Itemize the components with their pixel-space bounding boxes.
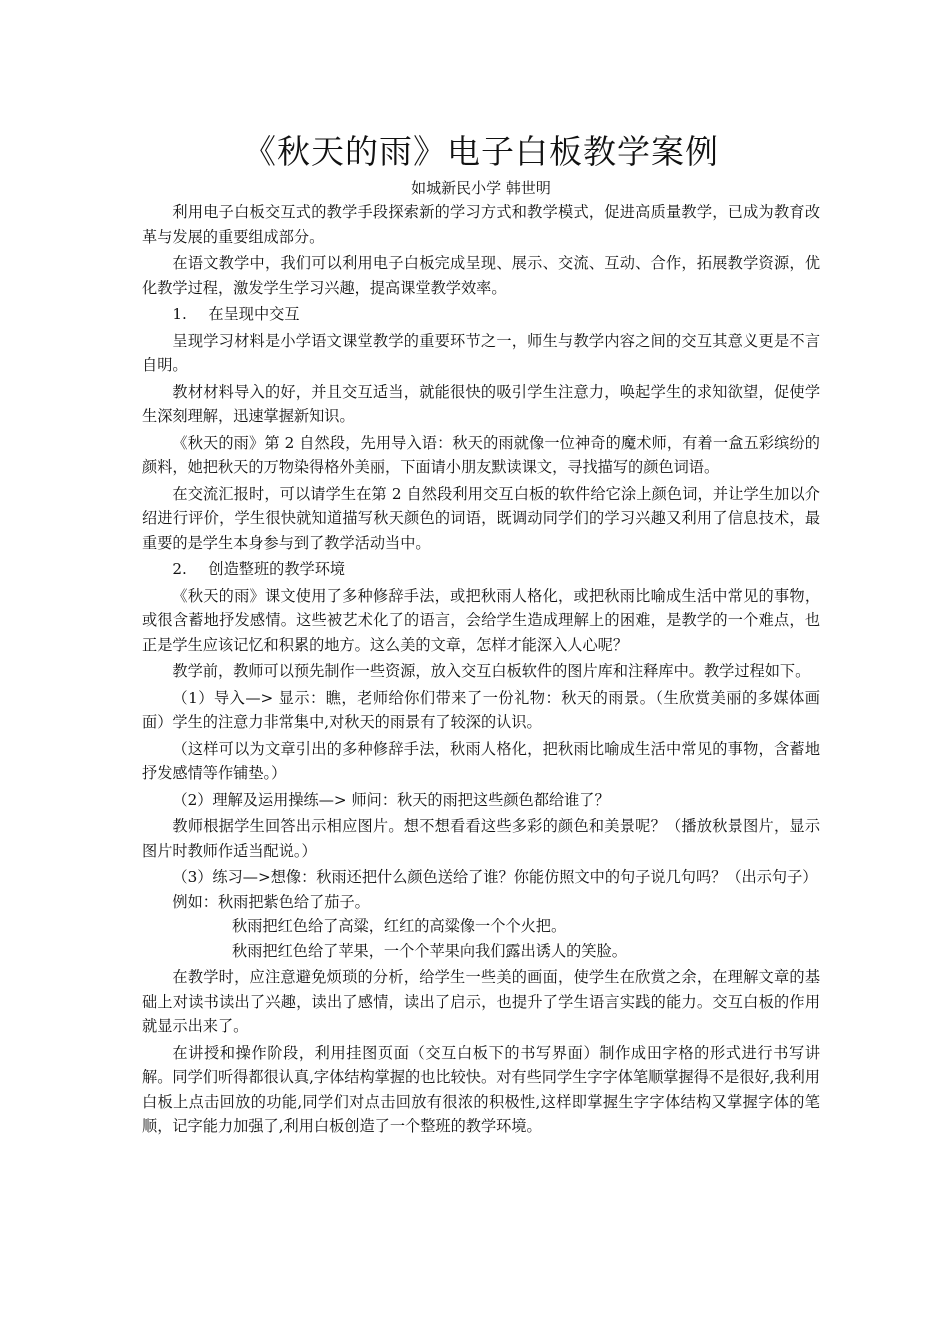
section-2-title: 创造整班的教学环境 (208, 560, 346, 578)
example-line: 秋雨把红色给了高粱，红红的高粱像一个个火把。 (232, 917, 567, 935)
section-2-paragraph: 《秋天的雨》课文使用了多种修辞手法，或把秋雨人格化，或把秋雨比喻成生活中常见的事物，或很含蓄地抒发感情。这些被艺术化了的语言，会给学生造成理解上的困难，是教学的一个难点，也正是学生应该记忆和积累的地方。这么美的文章，怎样才能深入人心呢？ (142, 586, 820, 654)
section-2-number: 2. (172, 560, 187, 578)
section-1-number: 1. (172, 305, 187, 323)
section-1-title: 在呈现中交互 (208, 305, 300, 323)
intro-paragraph-1: 利用电子白板交互式的教学手段探索新的学习方式和教学模式，促进高质量教学，已成为教育改革与发展的重要组成部分。 (142, 203, 820, 246)
section-2-paragraph: （3）练习—>想像：秋雨还把什么颜色送给了谁？你能仿照文中的句子说几句吗？（出示句子） (172, 868, 818, 886)
closing-paragraph: 在讲授和操作阶段，利用挂图页面（交互白板下的书写界面）制作成田字格的形式进行书写讲解。同学们听得都很认真,字体结构掌握的也比较快。对有些同学生字字体笔顺掌握得不是很好,我利用白板上点击回放的功能,同学们对点击回放有很浓的积极性,这样即掌握生字字体结构又掌握字体的笔顺，记字能力加强了,利用白板创造了一个整班的教学环境。 (142, 1043, 820, 1135)
section-2-paragraph: （2）理解及运用操练—> 师问：秋天的雨把这些颜色都给谁了？ (172, 790, 610, 809)
document-title: 《秋天的雨》电子白板教学案例 (243, 132, 719, 171)
section-2-paragraph: （1）导入—> 显示：瞧，老师给你们带来了一份礼物：秋天的雨景。（生欣赏美丽的多媒体画面）学生的注意力非常集中,对秋天的雨景有了较深的认识。 (142, 688, 820, 731)
section-1-paragraph: 《秋天的雨》第 2 自然段，先用导入语：秋天的雨就像一位神奇的魔术师，有着一盒五彩缤纷的颜料，她把秋天的万物染得格外美丽，下面请小朋友默读课文，寻找描写的颜色词语。 (142, 433, 820, 476)
section-1-heading (142, 302, 820, 327)
example-line: 秋雨把红色给了苹果，一个个苹果向我们露出诱人的笑脸。 (232, 941, 627, 960)
example-lead-line: 例如：秋雨把紫色给了茄子。 (172, 892, 370, 911)
section-1-paragraph: 呈现学习材料是小学语文课堂教学的重要环节之一，师生与教学内容之间的交互其意义更是不言自明。 (142, 331, 820, 374)
section-2-paragraph: （这样可以为文章引出的多种修辞手法，秋雨人格化，把秋雨比喻成生活中常见的事物，含蓄地抒发感情等作铺垫。） (142, 739, 820, 782)
section-2-paragraph: 教师根据学生回答出示相应图片。想不想看看这些多彩的颜色和美景呢？（播放秋景图片，显示图片时教师作适当配说。） (142, 817, 820, 860)
closing-paragraph: 在教学时，应注意避免烦琐的分析，给学生一些美的画面，使学生在欣赏之余，在理解文章的基础上对读书读出了兴趣，读出了感情，读出了启示，也提升了学生语言实践的能力。交互白板的作用就显示出来了。 (142, 968, 820, 1035)
intro-paragraph-2: 在语文教学中，我们可以利用电子白板完成呈现、展示、交流、互动、合作，拓展教学资源，优化教学过程，激发学生学习兴趣，提高课堂教学效率。 (142, 254, 820, 297)
section-2-paragraph: 教学前，教师可以预先制作一些资源，放入交互白板软件的图片库和注释库中。教学过程如下。 (172, 662, 811, 680)
section-2-heading (142, 557, 820, 582)
section-1-paragraph: 在交流汇报时，可以请学生在第 2 自然段利用交互白板的软件给它涂上颜色词，并让学生加以介绍进行评价，学生很快就知道描写秋天颜色的词语，既调动同学们的学习兴趣又利用了信息技术，最重要的是学生本身参与到了教学活动当中。 (142, 484, 820, 552)
section-1-paragraph: 教材材料导入的好，并且交互适当，就能很快的吸引学生注意力，唤起学生的求知欲望，促使学生深刻理解，迅速掌握新知识。 (142, 382, 820, 425)
author-line: 如城新民小学 韩世明 (411, 179, 551, 197)
